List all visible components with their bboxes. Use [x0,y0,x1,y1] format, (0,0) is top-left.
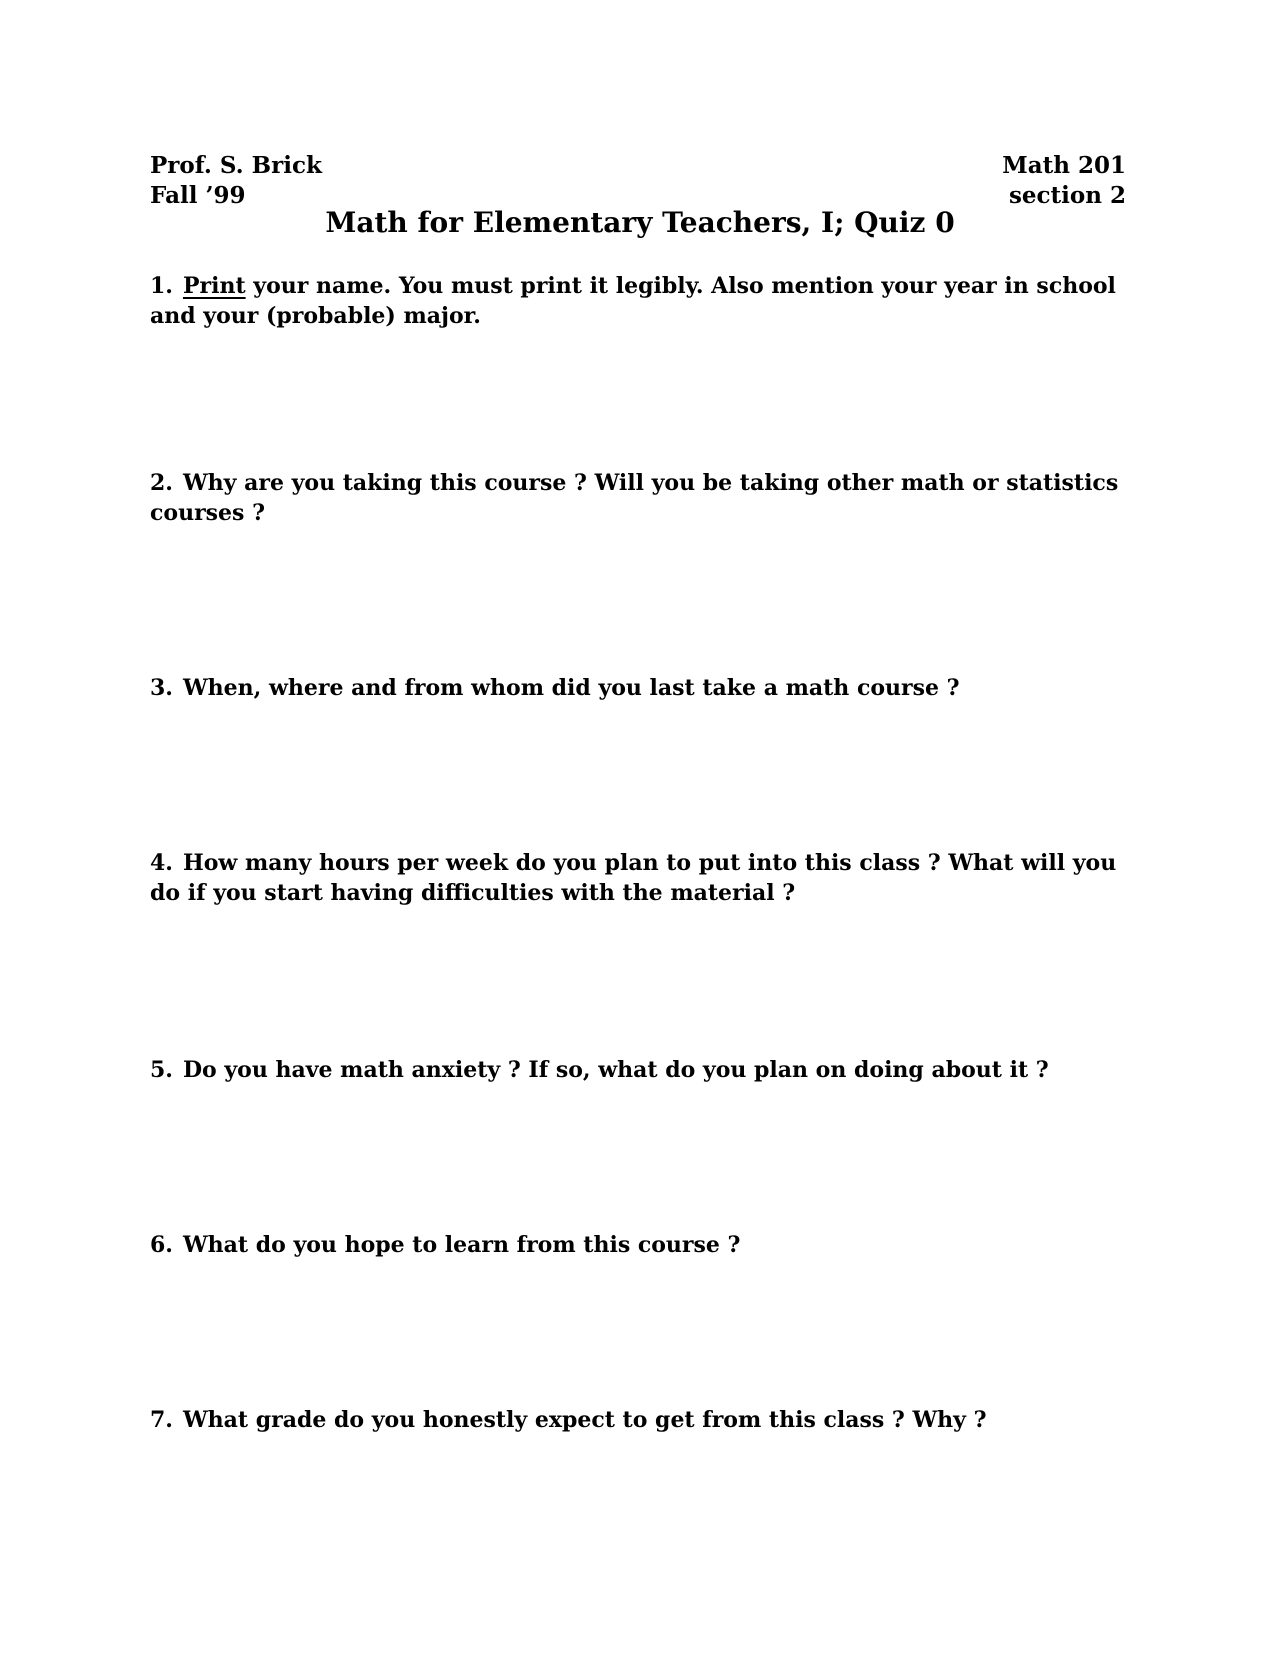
professor-name: Prof. S. Brick [150,152,322,179]
question-number: 5. [150,1057,173,1083]
question-7 [150,1405,1128,1435]
header-left [150,151,322,211]
question-text: Do you have math anxiety ? If so, what do you plan on doing about it ? [182,1057,1049,1083]
section-number: section 2 [1008,182,1126,209]
question-text: your name. You must print it legibly. Also mention your year in school and your (probable) major. [150,273,1116,329]
header-right [1002,151,1126,211]
question-number: 1. [150,273,173,299]
term: Fall ’99 [150,182,246,209]
question-2 [150,468,1128,528]
question-number: 7. [150,1407,173,1433]
question-5 [150,1055,1128,1085]
question-number: 3. [150,675,173,701]
question-number: 6. [150,1232,173,1258]
page-title: Math for Elementary Teachers, I; Quiz 0 [325,206,955,239]
question-text: When, where and from whom did you last take a math course ? [182,675,960,701]
question-4 [150,848,1128,908]
question-text: What grade do you honestly expect to get from this class ? Why ? [182,1407,987,1433]
emphasis-print: Print [182,273,246,299]
question-3 [150,673,1128,703]
course-number: Math 201 [1002,152,1126,179]
question-6 [150,1230,1128,1260]
question-text: What do you hope to learn from this course ? [182,1232,741,1258]
question-1 [150,271,1128,331]
question-text: How many hours per week do you plan to put into this class ? What will you do if you start having difficulties with the material ? [150,850,1117,906]
question-text: Why are you taking this course ? Will you be taking other math or statistics courses ? [150,470,1119,526]
question-number: 4. [150,850,173,876]
question-number: 2. [150,470,173,496]
